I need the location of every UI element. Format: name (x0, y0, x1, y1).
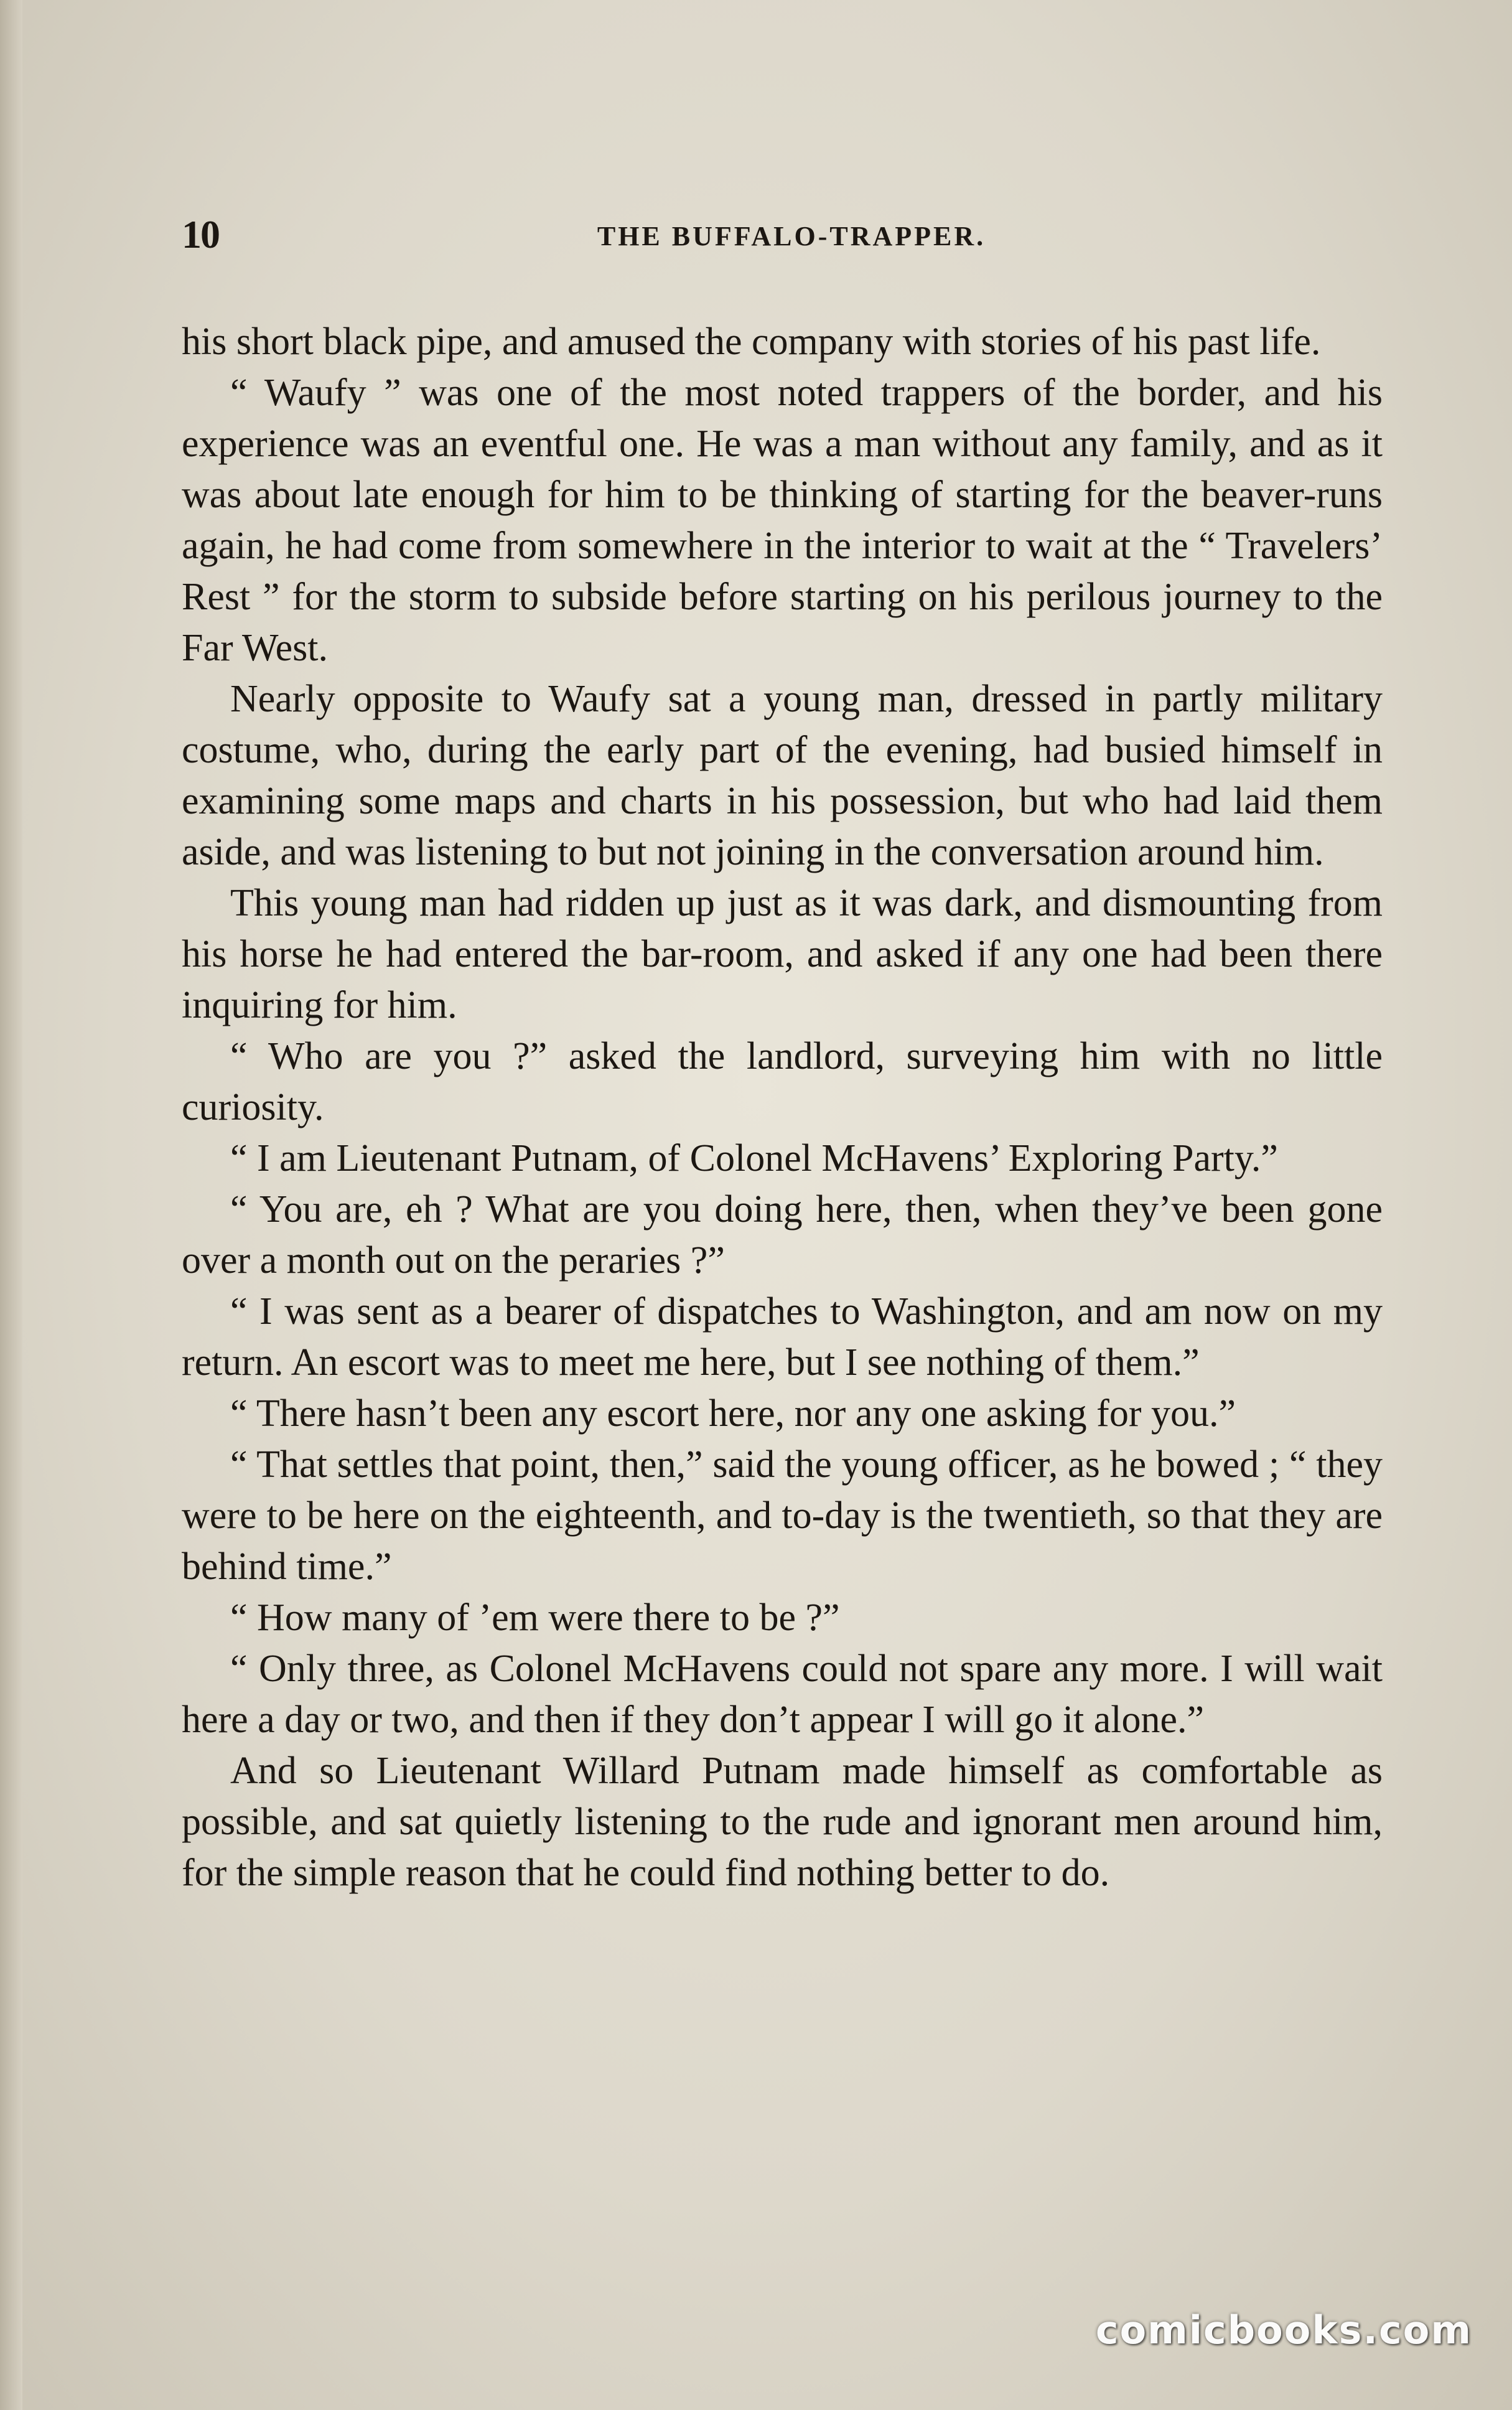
running-head (182, 212, 1376, 268)
paragraph: “ Who are you ?” asked the landlord, surveying him with no little curiosity. (182, 1035, 1383, 1128)
paragraph: And so Lieutenant Willard Putnam made himself as comfortable as possible, and sat quietly listening to the rude and ignorant men around him, for the simple reason that he could find nothing better to do. (182, 1750, 1383, 1894)
page-gutter-shadow (0, 0, 22, 2410)
paragraph: “ Waufy ” was one of the most noted trappers of the border, and his experience was an eventful one. He was a man without any family, and as it was about late enough for him to be thinking of starting for the beaver-runs again, he had come from somewhere in the interior to wait at the “ Travelers’ Rest ” for the storm to subside before starting on his perilous journey to the Far West. (182, 372, 1383, 669)
paragraph: “ There hasn’t been any escort here, nor any one asking for you.” (230, 1392, 1236, 1435)
body-text (182, 316, 1383, 1898)
paragraph: “ I am Lieutenant Putnam, of Colonel McHavens’ Exploring Party.” (230, 1137, 1278, 1179)
paragraph: “ You are, eh ? What are you doing here, then, when they’ve been gone over a month out on the peraries ?” (182, 1188, 1383, 1282)
page-number: 10 (182, 212, 219, 256)
paragraph: “ Only three, as Colonel McHavens could not spare any more. I will wait here a day or two, and then if they don’t appear I will go it alone.” (182, 1648, 1383, 1741)
running-title: THE BUFFALO-TRAPPER. (597, 221, 986, 251)
site-watermark: comicbooks.com (1095, 2307, 1472, 2353)
paragraph: “ I was sent as a bearer of dispatches to Washington, and am now on my return. An escort was to meet me here, but I see nothing of them.” (182, 1290, 1383, 1384)
paragraph: Nearly opposite to Waufy sat a young man, dressed in partly military costume, who, during the early part of the evening, had busied himself in examining some maps and charts in his possession, but who had laid them aside, and was listening to but not joining in the conversation around him. (182, 678, 1383, 873)
paragraph: “ How many of ’em were there to be ?” (230, 1597, 840, 1639)
paragraph: his short black pipe, and amused the company with stories of his past life. (182, 321, 1321, 363)
paragraph: “ That settles that point, then,” said the young officer, as he bowed ; “ they were to be here on the eighteenth, and to-day is the twentieth, so that they are behind time.” (182, 1443, 1383, 1588)
paragraph: This young man had ridden up just as it was dark, and dismounting from his horse he had entered the bar-room, and asked if any one had been there inquiring for him. (182, 882, 1383, 1026)
